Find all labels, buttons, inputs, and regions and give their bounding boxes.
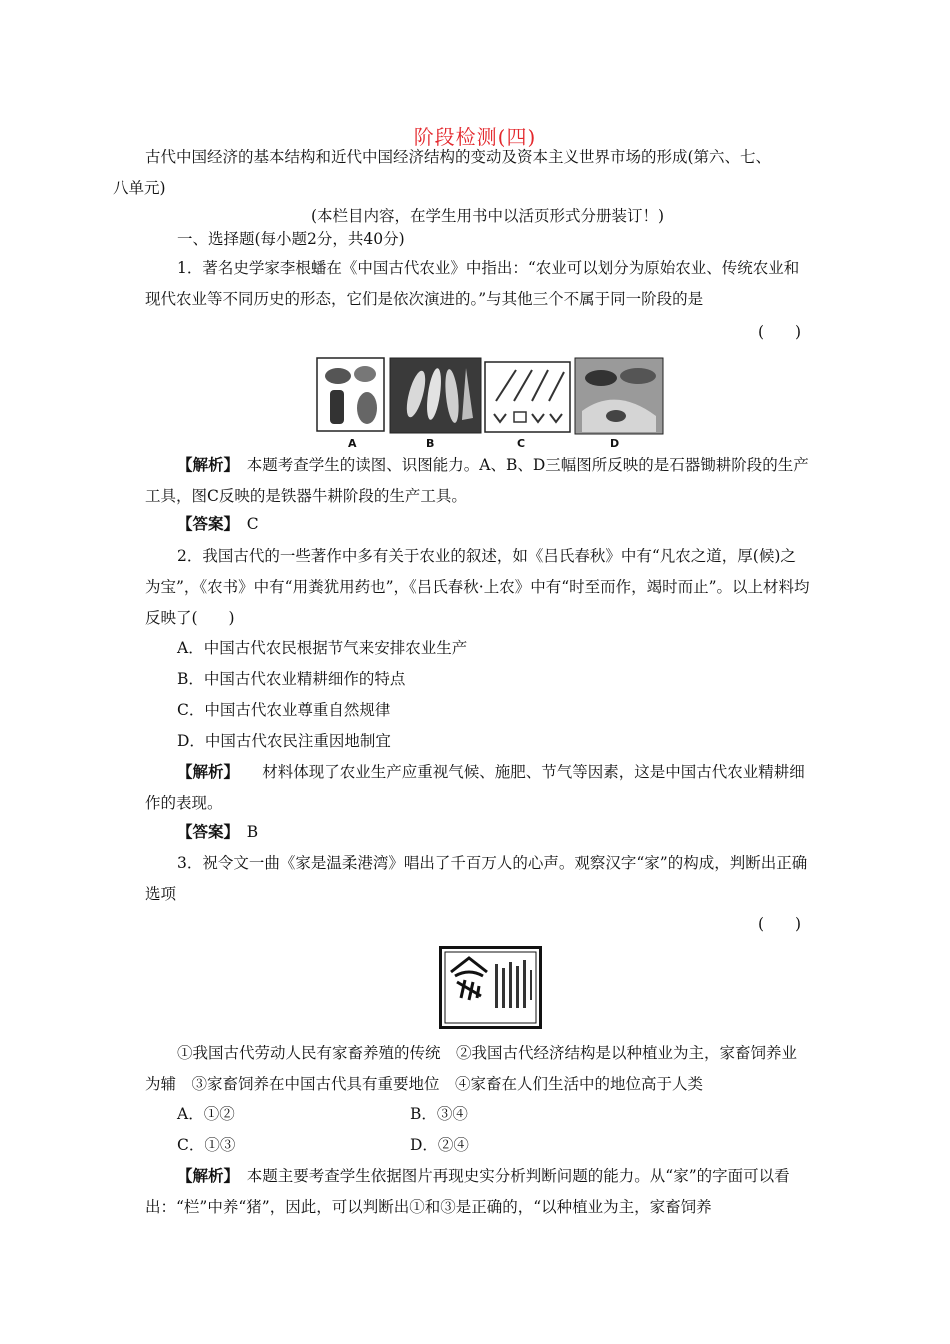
- q3-answer-paren: ( ): [758, 915, 802, 933]
- q3-option-b: B．③④: [410, 1105, 468, 1123]
- figure-d-farming-scene: [575, 358, 663, 434]
- q1-answer: [177, 513, 259, 535]
- q3-option-c: C．①③: [177, 1136, 236, 1154]
- answer-label: 【答案】: [177, 822, 232, 841]
- q1-stem: 1．著名史学家李根蟠在《中国古代农业》中指出：“农业可以划分为原始农业、传统农业和现代农业等不同历史的形态，它们是依次演进的。”与其他三个不属于同一阶段的是: [145, 259, 800, 308]
- figure-c-iron-tools: [485, 362, 570, 432]
- analysis-text: 材料体现了农业生产应重视气候、施肥、节气等因素，这是中国古代农业精耕细作的表现。: [145, 763, 805, 812]
- figure-b-bone-tools: [390, 358, 481, 433]
- answer-value: B: [246, 823, 259, 841]
- section-heading: 一、选择题(每小题2分，共40分): [177, 230, 405, 248]
- q3-character-jia-figure: [439, 946, 542, 1029]
- answer-value: C: [246, 515, 259, 533]
- q3-analysis: [145, 1160, 811, 1223]
- note: (本栏目内容，在学生用书中以活页形式分册装订！): [311, 207, 665, 225]
- q3-option-a: A．①②: [177, 1105, 235, 1123]
- analysis-label: 【解析】: [177, 455, 232, 474]
- analysis-label: 【解析】: [177, 1166, 232, 1185]
- analysis-text: 本题考查学生的读图、识图能力。A、B、D三幅图所反映的是石器锄耕阶段的生产工具，图C反映的是铁器牛耕阶段的生产工具。: [145, 456, 809, 505]
- q2-option-c: C．中国古代农业尊重自然规律: [177, 701, 391, 719]
- q3-statements: ①我国古代劳动人民有家畜养殖的传统 ②我国古代经济结构是以种植业为主，家畜饲养业为辅 ③家畜饲养在中国古代具有重要地位 ④家畜在人们生活中的地位高于人类: [145, 1044, 798, 1093]
- q1-analysis: [145, 449, 811, 512]
- q2-option-a: A．中国古代农民根据节气来安排农业生产: [177, 639, 468, 657]
- figure-label-c: C: [517, 437, 526, 450]
- figure-label-d: D: [610, 437, 620, 450]
- answer-label: 【答案】: [177, 514, 232, 533]
- q3-stem: 3．祝令文一曲《家是温柔港湾》唱出了千百万人的心声。观察汉字“家”的构成，判断出正确选项: [145, 854, 808, 903]
- page-title: 阶段检测(四): [413, 125, 537, 149]
- q2-stem: 2．我国古代的一些著作中多有关于农业的叙述，如《吕氏春秋》中有“凡农之道，厚(候)之为宝”，《农书》中有“用粪犹用药也”，《吕氏春秋·上农》中有“时至而作，竭时而止”。以上材料均反映了( ): [145, 547, 810, 627]
- analysis-text: 本题主要考查学生依据图片再现史实分析判断问题的能力。从“家”的字面可以看出：“栏”中养“猪”，因此，可以判断出①和③是正确的，“以种植业为主，家畜饲养: [145, 1167, 790, 1216]
- figure-a-stone-tools: [317, 358, 384, 431]
- q3-option-d: D．②④: [410, 1136, 469, 1154]
- q1-answer-paren: ( ): [758, 323, 802, 341]
- q2-answer: [177, 821, 258, 843]
- figure-label-a: A: [348, 437, 357, 450]
- analysis-label: 【解析】: [177, 762, 232, 781]
- q2-analysis: [145, 756, 811, 819]
- q2-option-b: B．中国古代农业精耕细作的特点: [177, 670, 406, 688]
- subtitle: 古代中国经济的基本结构和近代中国经济结构的变动及资本主义世界市场的形成(第六、七、八单元): [113, 148, 772, 197]
- q2-option-d: D．中国古代农民注重因地制宜: [177, 732, 391, 750]
- figure-label-b: B: [426, 437, 435, 450]
